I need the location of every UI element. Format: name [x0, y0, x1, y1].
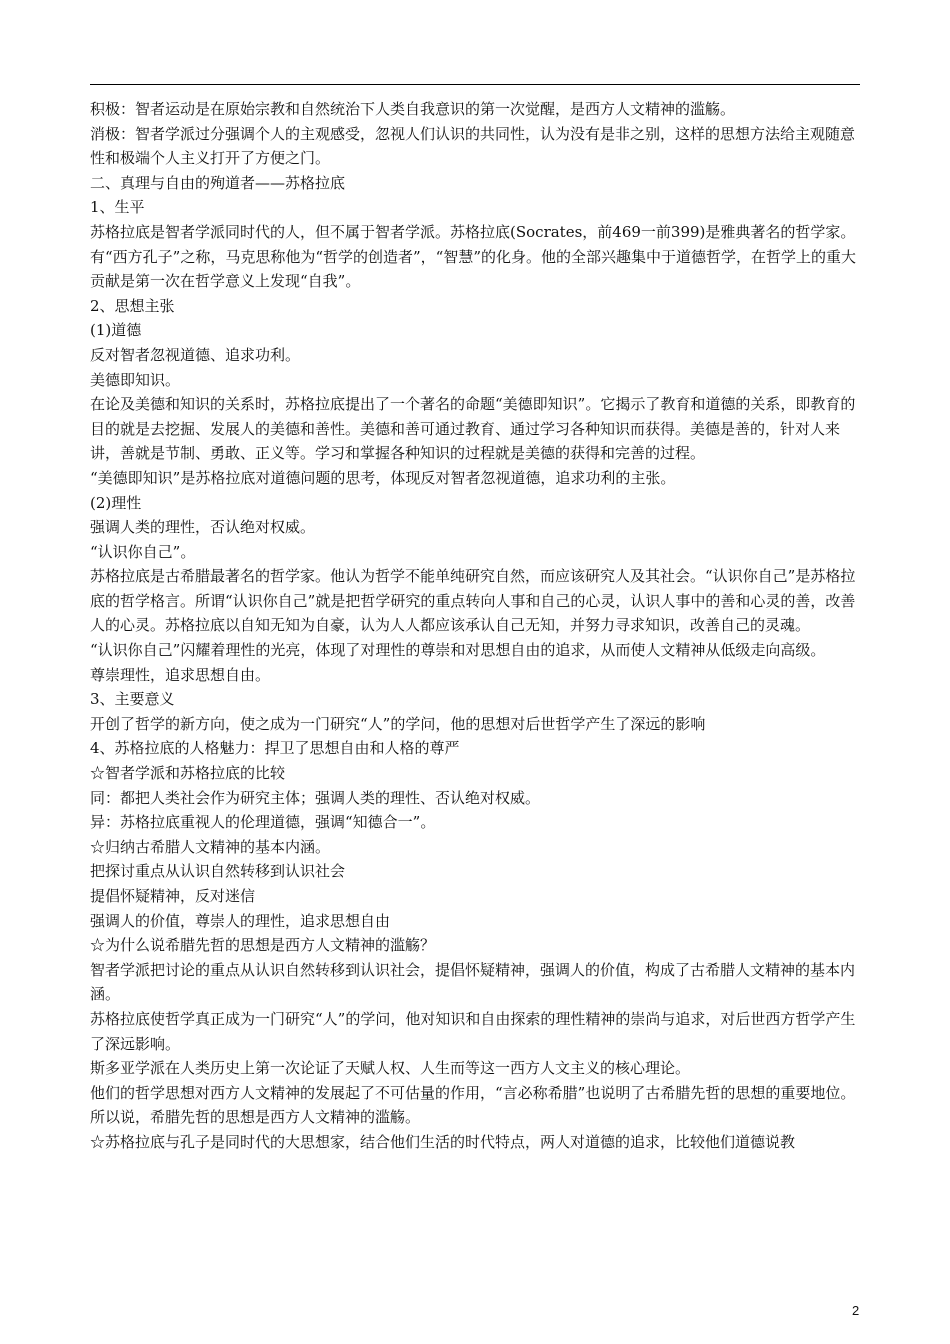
- paragraph: 把探讨重点从认识自然转移到认识社会: [90, 862, 346, 881]
- paragraph: ☆苏格拉底与孔子是同时代的大思想家，结合他们生活的时代特点，两人对道德的追求，比较他们道德说教: [90, 1132, 796, 1151]
- paragraph: 开创了哲学的新方向，使之成为一门研究“人”的学问，他的思想对后世哲学产生了深远的影响: [90, 714, 706, 733]
- paragraph: 积极：智者运动是在原始宗教和自然统治下人类自我意识的第一次觉醒，是西方人文精神的滥觞。: [90, 100, 736, 118]
- paragraph: (2)理性: [90, 493, 142, 512]
- paragraph: 斯多亚学派在人类历史上第一次论证了天赋人权、人生而等这一西方人文主义的核心理论。: [90, 1059, 691, 1078]
- paragraph: ☆归纳古希腊人文精神的基本内涵。: [90, 837, 331, 856]
- paragraph: 在论及美德和知识的关系时，苏格拉底提出了一个著名的命题“美德即知识”。它揭示了教育和道德的关系，即教育的目的就是去挖掘、发展人的美德和善性。美德和善可通过教育、通过学习各种知识而获得。美德是善的，针对人来讲，善就是节制、勇敢、正义等。学习和掌握各种知识的过程就是美德的获得和完善的过程。: [90, 395, 856, 463]
- paragraph: 苏格拉底使哲学真正成为一门研究“人”的学问，他对知识和自由探索的理性精神的崇尚与追求，对后世西方哲学产生了深远影响。: [90, 1009, 856, 1053]
- paragraph: 4、苏格拉底的人格魅力：捍卫了思想自由和人格的尊严: [90, 739, 460, 758]
- paragraph: 二、真理与自由的殉道者——苏格拉底: [90, 173, 346, 192]
- paragraph: 3、主要意义: [90, 690, 175, 709]
- paragraph: ☆智者学派和苏格拉底的比较: [90, 764, 286, 783]
- paragraph: ☆为什么说希腊先哲的思想是西方人文精神的滥觞？: [90, 936, 436, 955]
- paragraph: 反对智者忽视道德、追求功利。: [90, 345, 301, 364]
- paragraph: 异：苏格拉底重视人的伦理道德，强调“知德合一”。: [90, 813, 436, 832]
- paragraph: 提倡怀疑精神，反对迷信: [90, 887, 256, 905]
- paragraph: 苏格拉底是智者学派同时代的人，但不属于智者学派。苏格拉底(Socrates，前469一前399)是雅典著名的哲学家。有“西方孔子”之称，马克思称他为“哲学的创造者”，“智慧”的化身。他的全部兴趣集中于道德哲学，在哲学上的重大贡献是第一次在哲学意义上发现“自我”。: [90, 222, 857, 291]
- page-number: 2: [852, 1303, 860, 1318]
- paragraph: 他们的哲学思想对西方人文精神的发展起了不可估量的作用，“言必称希腊”也说明了古希腊先哲的思想的重要地位。所以说，希腊先哲的思想是西方人文精神的滥觞。: [90, 1083, 856, 1127]
- paragraph: 苏格拉底是古希腊最著名的哲学家。他认为哲学不能单纯研究自然，而应该研究人及其社会。“认识你自己”是苏格拉底的哲学格言。所谓“认识你自己”就是把哲学研究的重点转向人事和自己的心灵，认识人事中的善和心灵的善，改善人的心灵。苏格拉底以自知无知为自豪，认为人人都应该承认自己无知，并努力寻求知识，改善自己的灵魂。: [90, 567, 856, 635]
- paragraph: 同：都把人类社会作为研究主体；强调人类的理性、否认绝对权威。: [90, 788, 541, 807]
- paragraph: 消极：智者学派过分强调个人的主观感受，忽视人们认识的共同性，认为没有是非之别，这样的思想方法给主观随意性和极端个人主义打开了方便之门。: [90, 124, 856, 168]
- paragraph: (1)道德: [90, 321, 142, 340]
- paragraph: 强调人类的理性，否认绝对权威。: [90, 518, 316, 537]
- paragraph: 智者学派把讨论的重点从认识自然转移到认识社会，提倡怀疑精神，强调人的价值，构成了古希腊人文精神的基本内涵。: [90, 960, 856, 1004]
- paragraph: 尊崇理性，追求思想自由。: [90, 665, 271, 684]
- paragraph: 强调人的价值，尊崇人的理性，追求思想自由: [90, 911, 391, 930]
- header-rule: [90, 84, 860, 85]
- paragraph: “认识你自己”闪耀着理性的光亮，体现了对理性的尊崇和对思想自由的追求，从而使人文精神从低级走向高级。: [90, 641, 826, 660]
- document-body: [90, 97, 865, 1155]
- paragraph: “美德即知识”是苏格拉底对道德问题的思考，体现反对智者忽视道德，追求功利的主张。: [90, 468, 676, 487]
- paragraph: 1、生平: [90, 198, 145, 217]
- paragraph: “认识你自己”。: [90, 542, 196, 561]
- paragraph: 2、思想主张: [90, 296, 175, 315]
- paragraph: 美德即知识。: [90, 370, 181, 389]
